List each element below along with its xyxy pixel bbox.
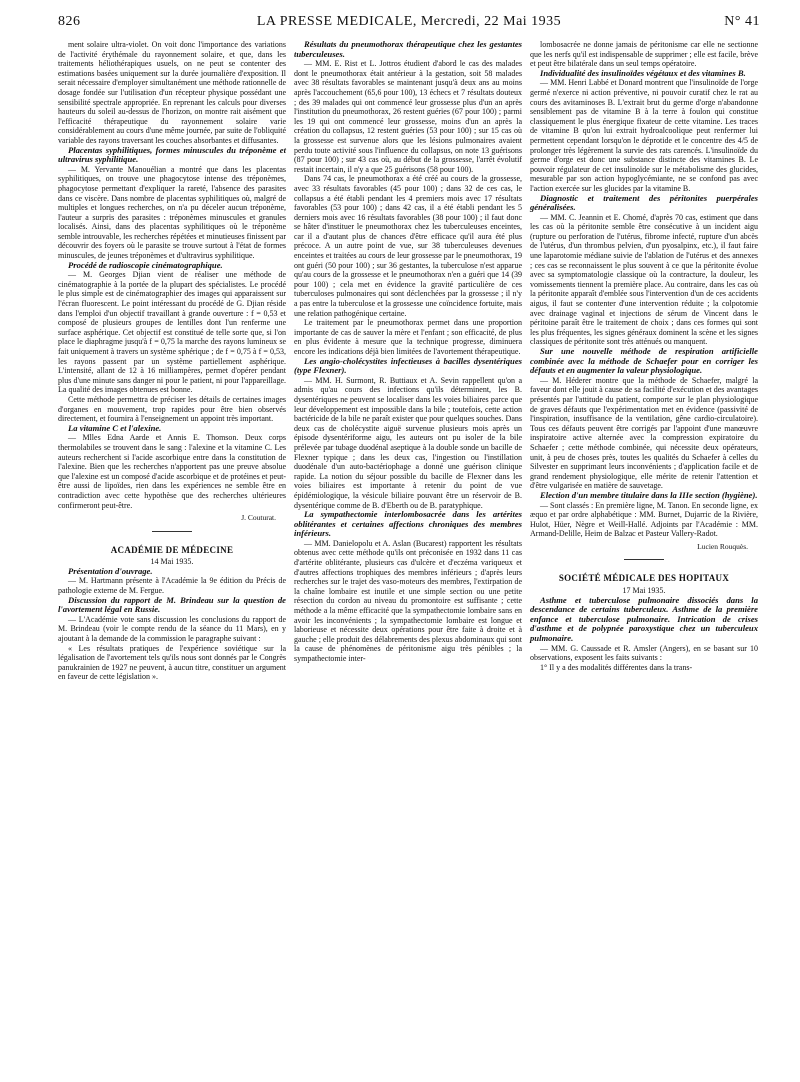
journal-title: LA PRESSE MEDICALE, Mercredi, 22 Mai 1935 [256,14,562,29]
section-date: 14 Mai 1935. [150,557,194,567]
paragraph: — M. Yervante Manouélian a montré que dans les placentas syphilitiques, on trouve une phagocytose intense des tréponèmes, phagocytose permettant d'expliquer la rareté, l'absence des parasites dans ce viscère. Dans nombre de placentas syphilitiques où, malgré de multiples et longues recherches, on n'a pu déceler aucun tréponème, l'auteur a surpris des parasites : tréponèmes minuscules et granules localisés. Ainsi, dans des placentas syphilitiques où le tréponème semble introuvable, les recherches répétées et minutieuses finissent par découvrir des foyers où le parasite se trouve surtout à l'état de formes minuscules, de jeunes tréponèmes et d'ultravirus syphilitique. [58,164,286,261]
section-date: 17 Mai 1935. [622,586,666,596]
article-heading: Procédé de radioscopie cinématographique. [68,259,223,270]
issue-number: N° 41 [724,14,760,29]
article-columns [58,40,758,1070]
paragraph: Le traitement par le pneumothorax permet dans une proportion importante de cas de sauver la mère et l'enfant ; son efficacité, de plus en plus évidente à mesure que la technique progresse, diminuera encore les indications déjà bien limitées de l'avortement thérapeutique. [294,318,522,356]
article-heading: Les angio-cholécystites infectieuses à bacilles dysentériques (type Flexner). [294,355,522,376]
page-number: 826 [58,14,81,29]
paragraph: — MM. H. Surmont, R. Buttiaux et A. Sevin rappellent qu'on a admis qu'au cours des infections qu'ils déterminent, les B. dysentériques ne peuvent se localiser dans les voies biliaires parce que leur développement est impossible dans la bile ; toutefois, cette action bactéricide de la bile ne paraît exister que pour quelques souches. Dans deux cas de cholécystite aiguë survenue plusieurs mois après un épisode dysentériforme aigu, les auteurs ont pu isoler de la bile prélevée par tubage duodénal aseptique à la double sonde un bacille de Flexner typique ; dans les deux cas, l'ingestion ou l'instillation duodénale d'un auto-bactériophage a donné une guérison clinique rapide. La notion du séjour possible du bacille de Flexner dans les voies biliaires est importante à retenir du point de vue épidémiologique, la vésicule biliaire pouvant être un réservoir de B. dysentérique comme de B. d'Eberth ou de B. paratyphique. [294,375,522,510]
article-heading: Sur une nouvelle méthode de respiration artificielle combinée avec la méthode de Schaefer pour en corriger les défauts et en augmenter la valeur physiologique. [530,346,758,376]
paragraph: — L'Académie vote sans discussion les conclusions du rapport de M. Brindeau (voir le compte rendu de la séance du 11 Mars), en y ajoutant à la demande de la commission le paragraphe suivant : [58,614,286,644]
article-heading: Diagnostic et traitement des péritonites puerpérales généralisées. [530,192,758,213]
divider [624,559,664,560]
paragraph: — MM. Henri Labbé et Donard montrent que l'insulinoïde de l'orge germé n'exerce ni action préventive, ni pouvoir curatif chez le rat au cours des avitaminoses B. L'extrait brut du germe d'orge n'abandonne sensiblement pas de vitamine B à la terre à foulon qui constitue classiquement le plus énergique fixateur de cette vitamine. Les traces de vitamine B qu'on lui extrait hydroalcoolique peut renfermer lui permettent cependant lorsqu'on le déprotide et le concentre des 4/5 de prolonger très légèrement la survie des rats carencés. L'insulinoïde du germe d'orge est donc une substance distincte des vitamines B. Le pouvoir régulateur de cet insulinoïde sur le métabolisme des glucides, mesurable par son action hypoglycémiante, ne se confond pas avec l'action exercée sur les glucides par la vitamine B. [530,78,758,193]
author-signature: J. Couturat. [241,513,276,523]
paragraph: Cette méthode permettra de préciser les détails de certaines images d'organes en mouvement, trop rapides pour être bien observés directement, et fournira à l'enseignement un appoint très important. [58,394,286,424]
article-heading: Asthme et tuberculose pulmonaire dissociés dans la descendance de certains tuberculeux. Asthme de la première enfance et tuberculose pulmonaire. Intrication de crises d'asthme et de polypnée paroxystique chez un tuberculeux pulmonaire. [530,594,758,644]
paragraph: — M. Héderer montre que la méthode de Schaefer, malgré la faveur dont elle jouit à cause de sa facilité d'exécution et des avantages présentés par l'attitude du patient, comporte sur le plan physiologique de graves défauts que l'expérimentation met en évidence (passivité de l'inspiration, insuffisance de la ventilation, gêne cardio-circulatoire). Tous ces défauts peuvent être corrigés par l'appoint d'une manœuvre inspiratoire active alternée avec la compression expiratoire du Schaefer ; cette méthode combinée, qui nécessite deux opérateurs, unit, à peu de choses près, toutes les qualités du Schaefer à celles du Silvester en supprimant leurs inconvénients ; d'application facile et de grand rendement physiologique, elle mérite de retenir l'attention et d'être vulgarisée en matière de sauvetage. [530,375,758,491]
divider [152,531,192,532]
paragraph: — M. Hartmann présente à l'Académie la 9e édition du Précis de pathologie externe de M. Fergue. [58,576,286,596]
paragraph: — MM. C. Jeannin et E. Chomé, d'après 70 cas, estiment que dans les cas où la péritonite semble être consécutive à un incident aigu (rupture ou perforation de l'utérus, fibrome infecté, rupture d'un abcès de l'utérus, d'un thrombus pelvien, d'un pyosalpinx, etc.), il faut faire une laparotomie médiane suivie de l'ablation de l'utérus et des annexes ; ces cas se reconnaissent le plus souvent à ce que la péritonite évolue avec sa symptomatologie classique où la contracture, la douleur, les vomissements tiennent la première place. Au contraire, dans les cas où la péritonite apparaît d'emblée sous l'intervention d'un de ces accidents aigus, il faut se contenter d'une intervention réduite ; la colpotomie avec drainage vaginal et injections de sérum de Vincent dans le péritoine paraît être le traitement de choix ; dans ces formes qui sont les plus fréquentes, les signes généraux dominent la scène et les signes classiques de péritonite sont très atténués ou manquent. [530,212,758,347]
article-heading: Election d'un membre titulaire dans la IIIe section (hygiène). [540,489,758,500]
article-heading: La vitamine C et l'alexine. [68,422,162,433]
article-heading: Discussion du rapport de M. Brindeau sur la question de l'avortement légal en Russie. [58,594,286,615]
page-header [58,12,760,34]
author-signature: Lucien Rouquès. [697,541,748,551]
paragraph: ment solaire ultra-violet. On voit donc l'importance des variations de l'activité érythémale du rayonnement solaire, et que, dans les traitements héliothérapiques usuels, on ne peut se contenter des estimations basées uniquement sur la durée journalière d'exposition. Il serait nécessaire d'employer simultanément une méthode rationnelle de dosage fondée sur l'utilisation d'un récepteur physique possédant une sensibilité spectrale appropriée. En reprenant les calculs pour diverses hauteurs du soleil au-dessus de l'horizon, on montre rait aisément que l'efficacité thérapeutique du rayonnement solaire varie considérablement au cours d'une même journée, par suite de l'obliquité variable des rayons traversant les couches absorbantes et diffusantes. [58,40,286,145]
paragraph: — M. Georges Djian vient de réaliser une méthode de cinématographie à la portée de la plupart des spécialistes. Le procédé le plus simple est de cinématographier des images qui apparaissent sur l'écran fluorescent. Le point intéressant du procédé de G. Djian réside dans l'emploi d'un objectif travaillant à grande ouverture : f = 0,53 et composé de plusieurs groupes de lentilles dont l'un renferme une surface asphérique. Cet objectif est constitué de telle sorte que, si l'on place le diaphragme jusqu'à f = 0,75 la marche des rayons lumineux se fait uniquement à travers un système sphérique ; de f = 0,75 à f = 0,53, les rayons passent par un système partiellement asphérique. L'intensité, allant de 12 à 16 milliampères, permet d'opérer pendant plus d'une minute sans danger ni pour le patient, ni pour l'appareillage. La qualité des images obtenues est bonne. [58,270,286,395]
column-1 [58,40,286,682]
article-heading: Individualité des insulinoïdes végétaux et des vitamines B. [540,67,746,78]
paragraph: — MM. Danielopolu et A. Aslan (Bucarest) rapportent les résultats obtenus avec cette méthode qu'ils ont préconisée en 1932 dans 11 cas d'artérite oblitérante, plusieurs cas d'ulcère et d'eczéma variqueux et d'autres affections trophiques des membres inférieurs ; d'après leurs recherches sur le trajet des vaso-moteurs des membres, l'extirpation de la chaîne lombaire est inutile et une simple section ou une petite résection du cordon au niveau du promontoire est suffisante ; cette méthode a la même efficacité que la sympathectomie lombaire sans en avoir les inconvénients ; la sympathectomie lombaire est longue et laborieuse et nécessite deux opérations pour être faite à droite et à gauche ; elle produit des délabrements des plexus abdominaux qui sont la cause de phénomènes de péritonisme aigu très pénibles ; la sympathectomie inter- [294,538,522,663]
paragraph: Dans 74 cas, le pneumothorax a été créé au cours de la grossesse, avec 33 résultats favorables (45 pour 100) ; dans 32 de ces cas, le collapsus a été établi pendant les 4 premiers mois avec 17 résultats favorables (53 pour 100) ; dans 42 cas, il a été établi pendant les 5 derniers mois avec 16 résultats favorables (38 pour 100) ; il faut donc se hâter d'instituer le pneumothorax chez les tuberculeuses enceintes, car il a d'autant plus de chances d'être efficace qu'il aura été plus précoce. A un autre point de vue, sur 38 tuberculeuses devenues enceintes et traitées au cours de leur grossesse par le pneumothorax, 19 ont guéri (50 pour 100) ; sur 36 gestantes, la tuberculose n'est apparue qu'au cours de la grossesse et le pneumothorax n'en a guéri que 14 (39 pour 100) ; cela met en évidence la gravité particulière de ces tuberculoses pulmonaires qui sont déclenchées par la grossesse ; il n'y a pas entre la tuberculose et la grossesse une coïncidence fortuite, mais une relation pathogénique certaine. [294,174,522,318]
paragraph: — MM. E. Rist et L. Jottros étudient d'abord le cas des malades dont le pneumothorax était antérieur à la gestation, soit 58 malades avec 38 résultats favorables se maintenant jusqu'à deux ans au moins après l'accouchement (65,6 pour 100), 13 échecs et 7 résultats douteux ; des 39 malades qui ont commencé leur grossesse plus d'un an après l'institution du pneumothorax, 26 restent guéries (67 pour 100) ; parmi les 19 qui ont commencé leur grossesse, moins d'un an après la création du collapsus, 12 restent guéries (53 pour 100) ; sur 15 cas où la grossesse est survenue alors que les lésions pulmonaires avaient perdu toute activité sous l'influence du collapsus, on note 13 guérisons (87 pour 100) ; sur 43 cas où, au début de la grossesse, l'arrêt évolutif restait incertain, il n'y a que 25 guérisons (58 pour 100). [294,59,522,174]
paragraph: 1° Il y a des modalités différentes dans la trans- [540,662,693,672]
article-heading: La sympathectomie interlombosacrée dans les artérites oblitérantes et certaines affections chroniques des membres inférieurs. [294,509,522,539]
paragraph: — Sont classés : En première ligne, M. Tanon. En seconde ligne, ex æquo et par ordre alphabétique : MM. Burnet, Dujarric de la Rivière, Hulot, Hüer, Nègre et Weill-Hallé. Adjoints par l'Académie : MM. Armand-Delille, Heim de Balzac et Pasteur Vallery-Radot. [530,500,758,539]
article-heading: Présentation d'ouvrage. [68,565,153,576]
paragraph: lombosacrée ne donne jamais de péritonisme car elle ne sectionne que les nerfs qu'il est indispensable de supprimer ; elle est facile, brève et peut être bilatérale dans un seul temps opératoire. [530,40,758,69]
article-heading: Placentas syphilitiques, formes minuscules du tréponème et ultravirus syphilitique. [58,144,286,165]
column-3 [530,40,758,672]
article-heading: Résultats du pneumothorax thérapeutique chez les gestantes tuberculeuses. [294,39,522,59]
section-heading: ACADÉMIE DE MÉDECINE [110,544,234,555]
column-2 [294,40,522,664]
paragraph: « Les résultats pratiques de l'expérience soviétique sur la légalisation de l'avortement tels qu'ils nous sont donnés par le Congrès panukrainien de 1927 ne peuvent, à aucun titre, constituer un argument en faveur de cette législation ». [58,643,286,682]
section-heading: SOCIÉTÉ MÉDICALE DES HOPITAUX [558,573,730,584]
paragraph: — Mlles Edna Aarde et Annis E. Thomson. Deux corps thermolabiles se trouvent dans le sang : l'alexine et la vitamine C. Les auteurs recherchent si l'acide ascorbique entre dans la constitution de l'alexine. Bien que les recherches n'apportent pas une preuve absolue que l'alexine est un composé d'acide ascorbique et de protéines et peut-être aussi de lipoïdes, rien dans les expériences ne semble être en contradiction avec cette hypothèse que des recherches ultérieures confirmeront peut-être. [58,433,286,510]
paragraph: — MM. G. Caussade et R. Amsler (Angers), en se basant sur 10 observations, exposent les faits suivants : [530,643,758,663]
